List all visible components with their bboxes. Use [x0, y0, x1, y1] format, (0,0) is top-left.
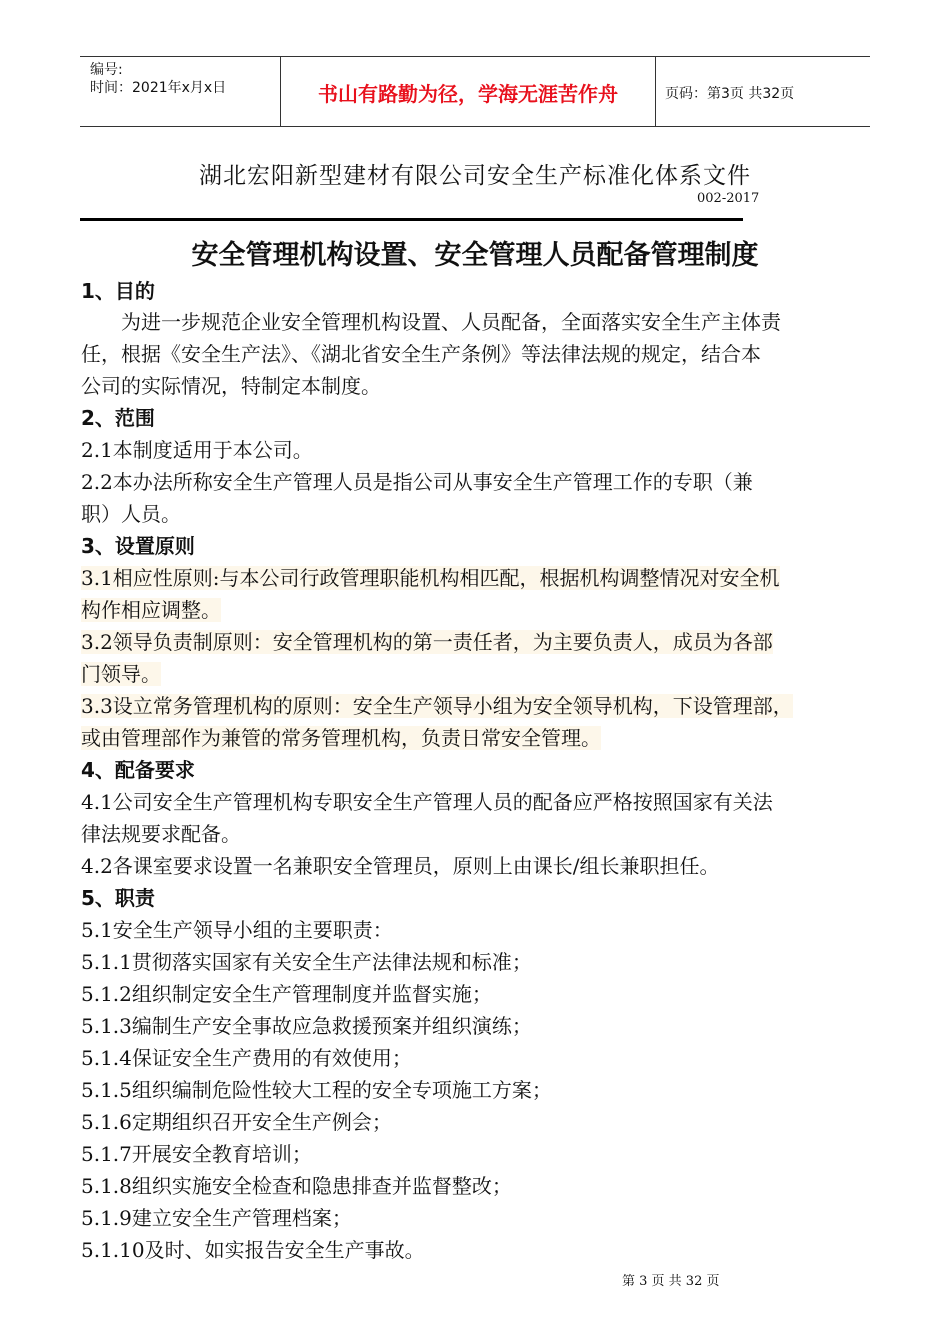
body-text-line: 2.2本办法所称安全生产管理人员是指公司从事安全生产管理工作的专职（兼: [81, 470, 753, 494]
number-label: 编号:: [90, 62, 123, 78]
highlighted-text: 构作相应调整。: [81, 598, 221, 622]
page-code: 页码：第3页 共32页: [665, 86, 795, 102]
section-heading: 3、设置原则: [81, 534, 195, 558]
body-text-line: 2.1本制度适用于本公司。: [81, 438, 313, 462]
body-text-line: 公司的实际情况，特制定本制度。: [81, 374, 381, 398]
body-text-line: 5.1.7开展安全教育培训；: [81, 1142, 312, 1166]
section-heading: 4、配备要求: [81, 758, 195, 782]
body-text-line: 5.1.9建立安全生产管理档案；: [81, 1206, 352, 1230]
body-text-line: 5.1.5组织编制危险性较大工程的安全专项施工方案；: [81, 1078, 552, 1102]
highlighted-text: 门领导。: [81, 662, 161, 686]
highlighted-text: 3.1相应性原则:与本公司行政管理职能机构相匹配，根据机构调整情况对安全机: [81, 566, 780, 590]
company-title: 湖北宏阳新型建材有限公司安全生产标准化体系文件: [199, 163, 751, 189]
body-text-line: 5.1.8组织实施安全检查和隐患排查并监督整改；: [81, 1174, 512, 1198]
body-text-line: [81, 594, 221, 623]
body-text-line: 5.1.4保证安全生产费用的有效使用；: [81, 1046, 412, 1070]
section-heading: 1、目的: [81, 279, 155, 303]
body-text-line: 5.1.6定期组织召开安全生产例会；: [81, 1110, 392, 1134]
highlighted-text: 或由管理部作为兼管的常务管理机构，负责日常安全管理。: [81, 726, 601, 750]
highlighted-text: 3.2领导负责制原则：安全管理机构的第一责任者，为主要负责人，成员为各部: [81, 630, 773, 654]
page-footer: 第 3 页 共 32 页: [622, 1274, 720, 1289]
body-text-line: 为进一步规范企业安全管理机构设置、人员配备，全面落实安全生产主体责: [121, 310, 781, 334]
body-text-line: 5.1.1贯彻落实国家有关安全生产法律法规和标准；: [81, 950, 532, 974]
highlighted-text: 3.3设立常务管理机构的原则：安全生产领导小组为安全领导机构，下设管理部，: [81, 694, 793, 718]
body-text-line: 4.1公司安全生产管理机构专职安全生产管理人员的配备应严格按照国家有关法: [81, 790, 773, 814]
section-heading: 2、范围: [81, 406, 155, 430]
document-number: 002-2017: [697, 191, 760, 206]
body-text-line: 5.1.3编制生产安全事故应急救援预案并组织演练；: [81, 1014, 532, 1038]
body-text-line: [81, 722, 601, 751]
body-text-line: [81, 658, 161, 687]
body-text-line: [81, 626, 773, 655]
body-text-line: 5.1安全生产领导小组的主要职责：: [81, 918, 393, 942]
divider: [80, 218, 743, 221]
body-text-line: 任，根据《安全生产法》、《湖北省安全生产条例》等法律法规的规定，结合本: [81, 342, 761, 366]
body-text-line: 4.2各课室要求设置一名兼职安全管理员，原则上由课长/组长兼职担任。: [81, 854, 720, 878]
body-text-line: 5.1.2组织制定安全生产管理制度并监督实施；: [81, 982, 492, 1006]
body-text-line: [81, 562, 780, 591]
section-heading: 5、职责: [81, 886, 155, 910]
header-motto-cell: [280, 57, 656, 126]
body-text-line: 职）人员。: [81, 502, 181, 526]
page-title: 安全管理机构设置、安全管理人员配备管理制度: [191, 240, 759, 271]
time-label: 时间：2021年x月x日: [90, 80, 227, 96]
document-header: [80, 56, 870, 127]
motto: 书山有路勤为径，学海无涯苦作舟: [318, 82, 618, 106]
header-page-cell: [655, 57, 870, 126]
header-info-cell: [80, 57, 280, 126]
body-text-line: [81, 690, 793, 719]
body-text-line: 律法规要求配备。: [81, 822, 241, 846]
body-text-line: 5.1.10及时、如实报告安全生产事故。: [81, 1238, 425, 1262]
